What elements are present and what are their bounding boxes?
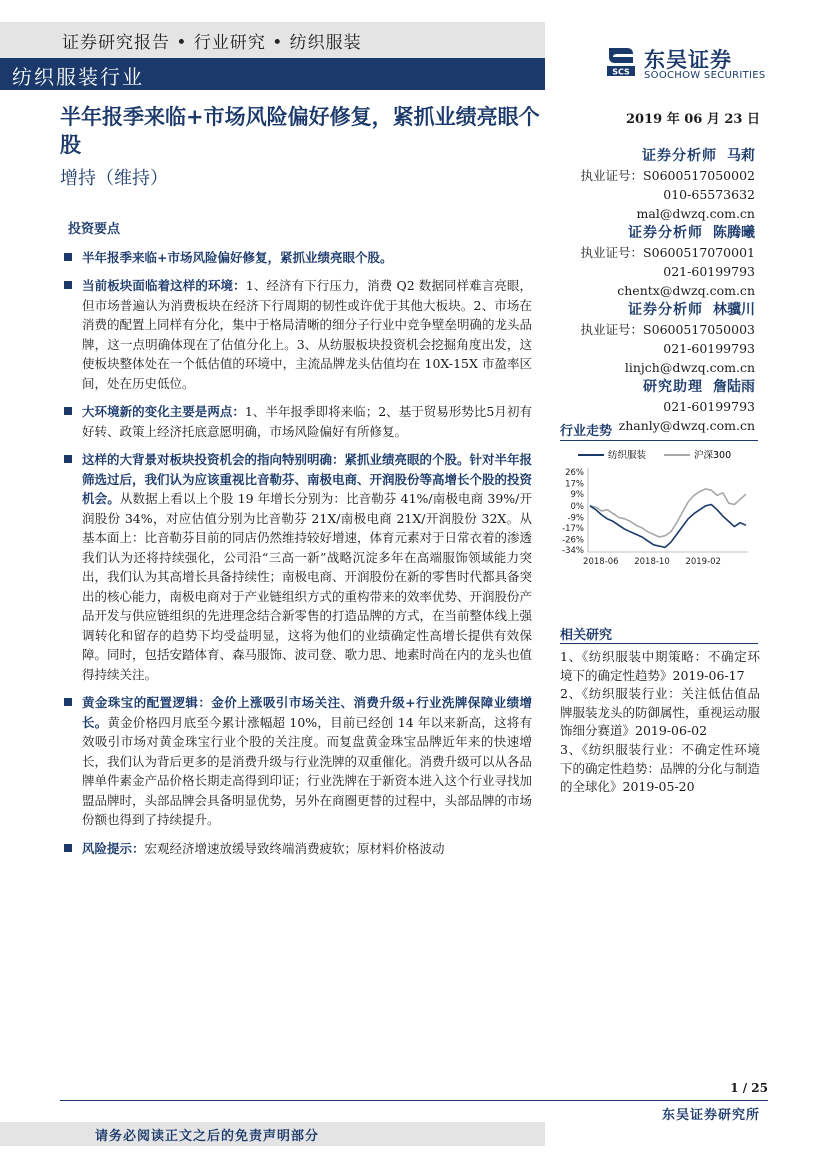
y-tick-label: 0% [570, 501, 584, 512]
y-axis [562, 468, 588, 556]
bullet-4-bold: 这样的大背景对板块投资机会的指向特别明确：紧抓业绩亮眼的个股。针对半年报筛选过后，我们认为应该重视比音勒芬、南极电商、开润股份等高增长个股的投资机会。 [82, 452, 533, 506]
y-tick-label: 26% [565, 468, 584, 478]
analyst-2 [560, 223, 755, 300]
x-tick-label: 2018-10 [634, 557, 670, 567]
bullet-6-text: 宏观经济增速放缓导致终端消费疲软；原材料价格波动 [144, 840, 445, 856]
series-line [590, 489, 746, 537]
bullet-square-icon [64, 455, 72, 463]
bullet-3-text: 1、半年报季即将来临；2、基于贸易形势比5月初有好转、政策上经济托底意愿明确，市场风险偏好有所修复。 [82, 404, 532, 439]
analyst-phone: 021-60199793 [663, 341, 755, 356]
bullet-5-bold: 黄金珠宝的配置逻辑：金价上涨吸引市场关注、消费升级+行业洗牌保障业绩增长。 [82, 695, 532, 730]
bullet-square-icon [64, 844, 72, 852]
bullet-6 [60, 839, 532, 859]
legend-label: 纺织服装 [608, 450, 647, 461]
breadcrumb: 证券研究报告 • 行业研究 • 纺织服装 [62, 33, 362, 53]
analyst-1 [560, 146, 755, 223]
industry-title: 纺织服装行业 [12, 65, 144, 89]
x-tick-label: 2019-02 [685, 557, 721, 567]
page-number: 1 / 25 [730, 1081, 768, 1095]
related-heading: 相关研究 [560, 628, 613, 643]
bullet-square-icon [64, 698, 72, 706]
related-item[interactable]: 1、《纺织服装中期策略：不确定环境下的确定性趋势》2019-06-17 [560, 649, 760, 683]
trend-chart [560, 446, 760, 574]
bullet-2-text: 1、经济有下行压力，消费 Q2 数据同样难言亮眼，但市场普遍认为消费板块在经济下行周期的韧性或许优于其他大板块。2、市场在消费的配置上同样有分化，集中于格局清晰的细分子行业中竞争壁垒明确的龙头品牌，这一点明确体现在了估值分化上。3、从纺服板块投资机会挖掘角度出发，这使板块整体处在一个低估值的环境中，主流品牌龙头估值均在 10X-15X 市盈率区间，处在历史低位。 [82, 278, 533, 391]
analyst-block [560, 146, 755, 435]
chart-legend [578, 449, 731, 461]
related-rule [560, 643, 758, 644]
related-list [560, 648, 760, 797]
bullet-2 [60, 276, 532, 393]
bullet-4-text: 从数据上看以上个股 19 年增长分别为：比音勒芬 41%/南极电商 39%/开润股份 34%，对应估值分别为比音勒芬 21X/南极电商 21X/开润股份 32X。从基本面上：比音勒芬目前的同店仍然维持较好增速，体育元素对于日常衣着的渗透我们认为还将持续强化，公司沿“三高一新”战略沉淀多年在高端服饰领域能力突出，我们认为其高增长具备持续性；南极电商、开润股份在新的零售时代都具备突出的核心能力，南极电商对于产业链组织方式的重构带来的效率优势、开润股份产品开发与供应链组织的先进理念结合新零售的打造品牌的方式，在当前整体线上强调转化和留存的趋势下均受益明显，这将为他们的业绩确定性高增长提供有效保障。同时，包括安踏体育、森马服饰、波司登、歌力思、地素时尚在内的龙头也值得持续关注。 [82, 491, 533, 682]
bullet-4 [60, 450, 532, 684]
trend-heading: 行业走势 [560, 424, 613, 439]
bullet-square-icon [64, 407, 72, 415]
related-item[interactable]: 2、《纺织服装行业：关注低估值品牌服装龙头的防御属性，重视运动服饰细分赛道》2019-06-02 [560, 686, 761, 739]
bullet-square-icon [64, 253, 72, 261]
bullet-3 [60, 402, 532, 441]
y-tick-label: 9% [570, 490, 584, 501]
analyst-email[interactable]: chentx@dwzq.com.cn [617, 283, 755, 298]
bullet-5-text: 黄金价格四月底至今累计涨幅超 10%，目前已经创 14 年以来新高，这将有效吸引市场对黄金珠宝行业个股的关注度。而复盘黄金珠宝品牌近年来的快速增长，我们认为背后更多的是消费升级与行业洗牌的双重催化。消费升级可以从各品牌单件素金产品价格长期走高得到印证；行业洗牌在于新资本进入这个行业寻找加盟品牌时，头部品牌会具备明显优势，另外在商圈更替的过程中，头部品牌的市场份额也得到了持续提升。 [82, 714, 533, 827]
report-title: 半年报季来临+市场风险偏好修复，紧抓业绩亮眼个股 [60, 104, 540, 157]
bullet-1 [60, 248, 532, 268]
series-line [590, 505, 746, 548]
bullet-6-bold: 风险提示： [82, 840, 145, 856]
analyst-email[interactable]: zhanly@dwzq.com.cn [618, 418, 755, 433]
bullet-3-bold: 大环境新的变化主要是两点： [82, 404, 245, 419]
logo-text-en: SOOCHOW SECURITIES [644, 70, 766, 81]
rating: 增持（维持） [60, 168, 168, 189]
bullet-5 [60, 693, 532, 830]
institute-name: 东吴证券研究所 [661, 1108, 760, 1123]
footer-rule [60, 1100, 768, 1101]
analyst-role: 研究助理 [643, 379, 703, 395]
legend-label: 沪深300 [694, 450, 732, 461]
analyst-role: 证券分析师 [628, 302, 703, 318]
trend-rule [560, 440, 758, 441]
bullet-square-icon [64, 281, 72, 289]
analyst-license: 执业证号：S0600517070001 [580, 245, 755, 260]
y-tick-label: -17% [562, 523, 584, 534]
analyst-phone: 021-60199793 [663, 399, 755, 414]
x-tick-label: 2018-06 [583, 557, 619, 567]
bullet-2-bold: 当前板块面临着这样的环境： [82, 278, 246, 293]
analyst-email[interactable]: linjch@dwzq.com.cn [624, 360, 755, 375]
summary-heading: 投资要点 [68, 222, 121, 237]
disclaimer: 请务必阅读正文之后的免责声明部分 [95, 1129, 320, 1144]
related-item[interactable]: 3、《纺织服装行业：不确定性环境下的确定性趋势：品牌的分化与制造的全球化》2019-05-20 [560, 741, 761, 795]
analyst-license: 执业证号：S0600517050002 [580, 168, 755, 183]
logo-text-cn: 东吴证券 [644, 48, 732, 72]
analyst-license: 执业证号：S0600517050003 [580, 322, 755, 337]
company-logo-icon [605, 44, 637, 78]
analyst-name: 林骥川 [713, 302, 755, 318]
logo-mark-text: SCS [612, 67, 630, 77]
analyst-phone: 021-60199793 [663, 264, 755, 279]
analyst-name: 陈腾曦 [713, 225, 755, 241]
investment-summary [60, 220, 532, 867]
analyst-name: 马莉 [727, 148, 755, 164]
y-tick-label: -9% [567, 513, 584, 524]
analyst-phone: 010-65573632 [663, 187, 755, 202]
analyst-3 [560, 300, 755, 377]
bullet-1-bold: 半年报季来临+市场风险偏好修复，紧抓业绩亮眼个股。 [82, 249, 393, 265]
y-tick-label: -26% [562, 535, 584, 546]
analyst-role: 证券分析师 [628, 225, 703, 241]
x-axis [583, 552, 748, 567]
analyst-role: 证券分析师 [642, 148, 717, 164]
analyst-email[interactable]: mal@dwzq.com.cn [636, 206, 755, 221]
chart-lines [590, 489, 746, 548]
report-date: 2019 年 06 月 23 日 [626, 112, 760, 127]
analyst-name: 詹陆雨 [713, 379, 755, 395]
y-tick-label: 17% [565, 479, 584, 490]
y-tick-label: -34% [562, 546, 584, 556]
